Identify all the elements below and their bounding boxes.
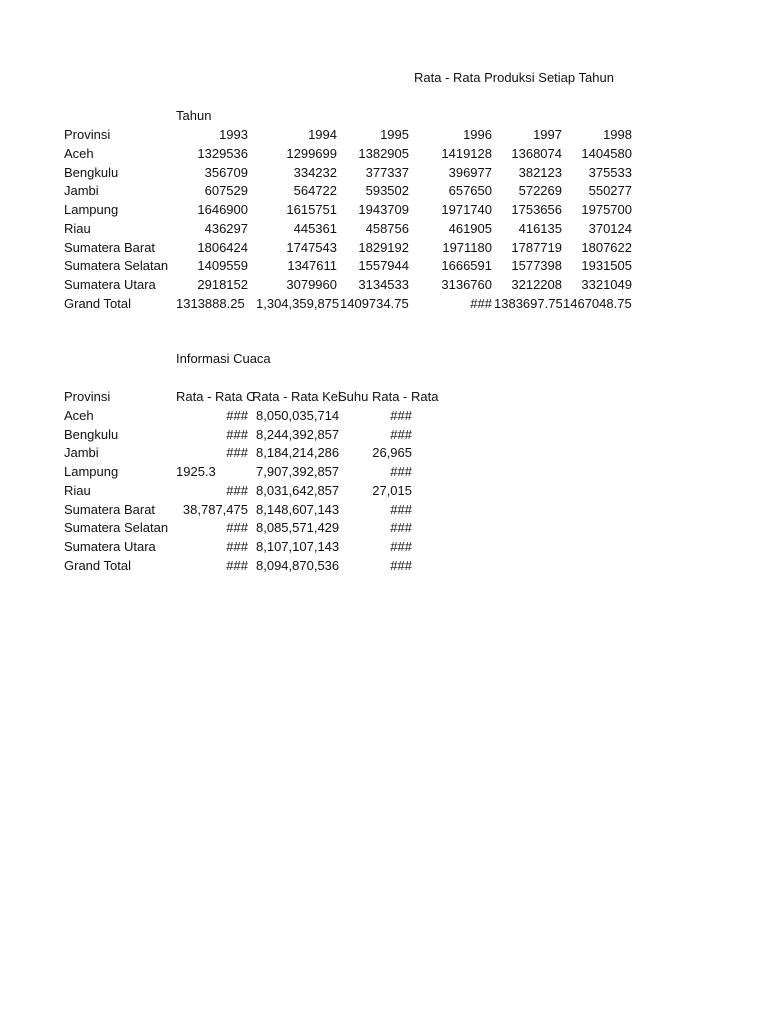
- weather-row-province: Sumatera Utara: [64, 538, 156, 554]
- weather-cell: ###: [390, 426, 412, 442]
- weather-col-header: Rata - Rata C: [176, 389, 256, 404]
- weather-cell: 8,050,035,714: [256, 408, 340, 423]
- weather-cell: 8,085,571,429: [256, 520, 340, 536]
- production-year-header: 1994: [308, 127, 337, 142]
- production-cell: 1646900: [197, 202, 248, 218]
- production-cell: 1975700: [581, 202, 632, 218]
- production-cell: 3134533: [358, 276, 409, 292]
- production-cell: 382123: [518, 164, 562, 180]
- weather-cell: 8,244,392,857: [256, 426, 340, 442]
- production-year-header: 1993: [219, 127, 248, 142]
- weather-cell: ###: [390, 538, 412, 554]
- production-row-province: Riau: [64, 220, 91, 236]
- weather-row-province: Riau: [64, 482, 91, 498]
- production-row-province: Sumatera Selatan: [64, 258, 169, 274]
- weather-cell: 27,015: [372, 482, 412, 498]
- weather-row-province: Jambi: [64, 445, 99, 461]
- production-year-header: 1995: [380, 127, 409, 142]
- production-cell: 1829192: [358, 239, 409, 255]
- production-row-header: Provinsi: [64, 127, 111, 142]
- production-cell: 370124: [588, 220, 632, 236]
- production-cell: 1747543: [286, 239, 337, 255]
- production-cell: 377337: [365, 164, 409, 180]
- production-cell: 593502: [365, 183, 409, 199]
- weather-row-province: Aceh: [64, 408, 94, 423]
- production-cell: 1347611: [287, 258, 337, 274]
- weather-col-header: Suhu Rata - Rata: [338, 389, 439, 404]
- production-total-1996: ###: [470, 295, 492, 311]
- production-cell: 445361: [293, 220, 337, 236]
- weather-row-province: Bengkulu: [64, 426, 119, 442]
- production-cell: 1666591: [441, 258, 492, 274]
- production-row-province: Bengkulu: [64, 164, 119, 180]
- production-cell: 458756: [365, 220, 409, 236]
- weather-cell: ###: [390, 464, 412, 480]
- production-cell: 657650: [448, 183, 492, 199]
- production-total-label: Grand Total: [64, 295, 131, 311]
- production-cell: 1404580: [581, 146, 632, 161]
- production-total-1995: 1409734.75: [340, 295, 409, 311]
- weather-cell: ###: [226, 426, 248, 442]
- weather-cell: ###: [390, 408, 412, 423]
- production-cell: 375533: [588, 164, 632, 180]
- production-row-province: Sumatera Barat: [64, 239, 156, 255]
- production-cell: 356709: [204, 164, 248, 180]
- production-cell: 1807622: [581, 239, 632, 255]
- production-row-province: Sumatera Utara: [64, 276, 156, 292]
- weather-total-label: Grand Total: [64, 557, 131, 573]
- weather-cell: 8,107,107,143: [256, 538, 340, 554]
- weather-total-cell: ###: [226, 557, 248, 573]
- production-cell: 1943709: [358, 202, 409, 218]
- production-cell: 416135: [518, 220, 562, 236]
- production-cell: 564722: [293, 183, 337, 199]
- production-row-province: Lampung: [64, 202, 119, 218]
- weather-cell: ###: [390, 501, 412, 517]
- weather-total-cell: ###: [390, 557, 412, 573]
- weather-cell: ###: [226, 445, 248, 461]
- production-cell: 2918152: [197, 276, 248, 292]
- production-cell: 3321049: [581, 276, 632, 292]
- production-cell: 3212208: [511, 276, 562, 292]
- production-cell: 1787719: [511, 239, 562, 255]
- weather-cell: ###: [226, 408, 248, 423]
- production-group-label: Tahun: [176, 108, 212, 123]
- production-cell: 461905: [448, 220, 492, 236]
- production-cell: 3079960: [286, 276, 337, 292]
- production-cell: 1329536: [197, 146, 248, 161]
- production-row-province: Aceh: [64, 146, 94, 161]
- weather-row-province: Lampung: [64, 464, 119, 480]
- production-cell: 1806424: [197, 239, 248, 255]
- production-year-header: 1996: [463, 127, 492, 142]
- weather-row-province: Sumatera Barat: [64, 501, 156, 517]
- production-cell: 396977: [448, 164, 492, 180]
- production-year-header: 1998: [603, 127, 632, 142]
- production-cell: 1419128: [441, 146, 492, 161]
- production-cell: 1409559: [197, 258, 248, 274]
- production-row-province: Jambi: [64, 183, 99, 199]
- weather-cell: ###: [226, 520, 248, 536]
- weather-cell: 26,965: [372, 445, 412, 461]
- weather-cell: ###: [226, 538, 248, 554]
- page-title: Rata - Rata Produksi Setiap Tahun: [414, 70, 614, 85]
- weather-row-header: Provinsi: [64, 389, 111, 404]
- weather-cell: ###: [390, 520, 412, 536]
- production-cell: 334232: [293, 164, 337, 180]
- weather-cell: 8,031,642,857: [256, 482, 340, 498]
- production-cell: 1971180: [442, 239, 492, 255]
- weather-col-header: Rata - Rata Kel: [252, 389, 341, 404]
- weather-row-province: Sumatera Selatan: [64, 520, 169, 536]
- production-cell: 1753656: [511, 202, 562, 218]
- production-total-1993: 1313888.25: [176, 295, 245, 311]
- production-cell: 572269: [518, 183, 562, 199]
- production-total-1998: 1467048.75: [563, 295, 632, 311]
- production-cell: 550277: [588, 183, 632, 199]
- weather-total-cell: 8,094,870,536: [256, 557, 340, 573]
- production-total-1997: 1383697.75: [494, 295, 563, 311]
- weather-cell: 1925.3: [176, 464, 216, 480]
- weather-cell: ###: [226, 482, 248, 498]
- production-year-header: 1997: [533, 127, 562, 142]
- production-cell: 436297: [204, 220, 248, 236]
- production-cell: 1971740: [441, 202, 492, 218]
- production-cell: 3136760: [441, 276, 492, 292]
- production-cell: 1931505: [581, 258, 632, 274]
- production-cell: 607529: [204, 183, 248, 199]
- production-cell: 1615751: [286, 202, 337, 218]
- production-cell: 1368074: [511, 146, 562, 161]
- weather-cell: 7,907,392,857: [256, 464, 340, 480]
- weather-cell: 38,787,475: [182, 501, 248, 517]
- production-total-1994: 1,304,359,875: [256, 295, 340, 311]
- production-cell: 1382905: [358, 146, 409, 161]
- production-cell: 1577398: [511, 258, 562, 274]
- production-cell: 1557944: [358, 258, 409, 274]
- production-cell: 1299699: [286, 146, 337, 161]
- weather-cell: 8,148,607,143: [256, 501, 340, 517]
- weather-cell: 8,184,214,286: [256, 445, 340, 461]
- weather-title: Informasi Cuaca: [176, 351, 271, 366]
